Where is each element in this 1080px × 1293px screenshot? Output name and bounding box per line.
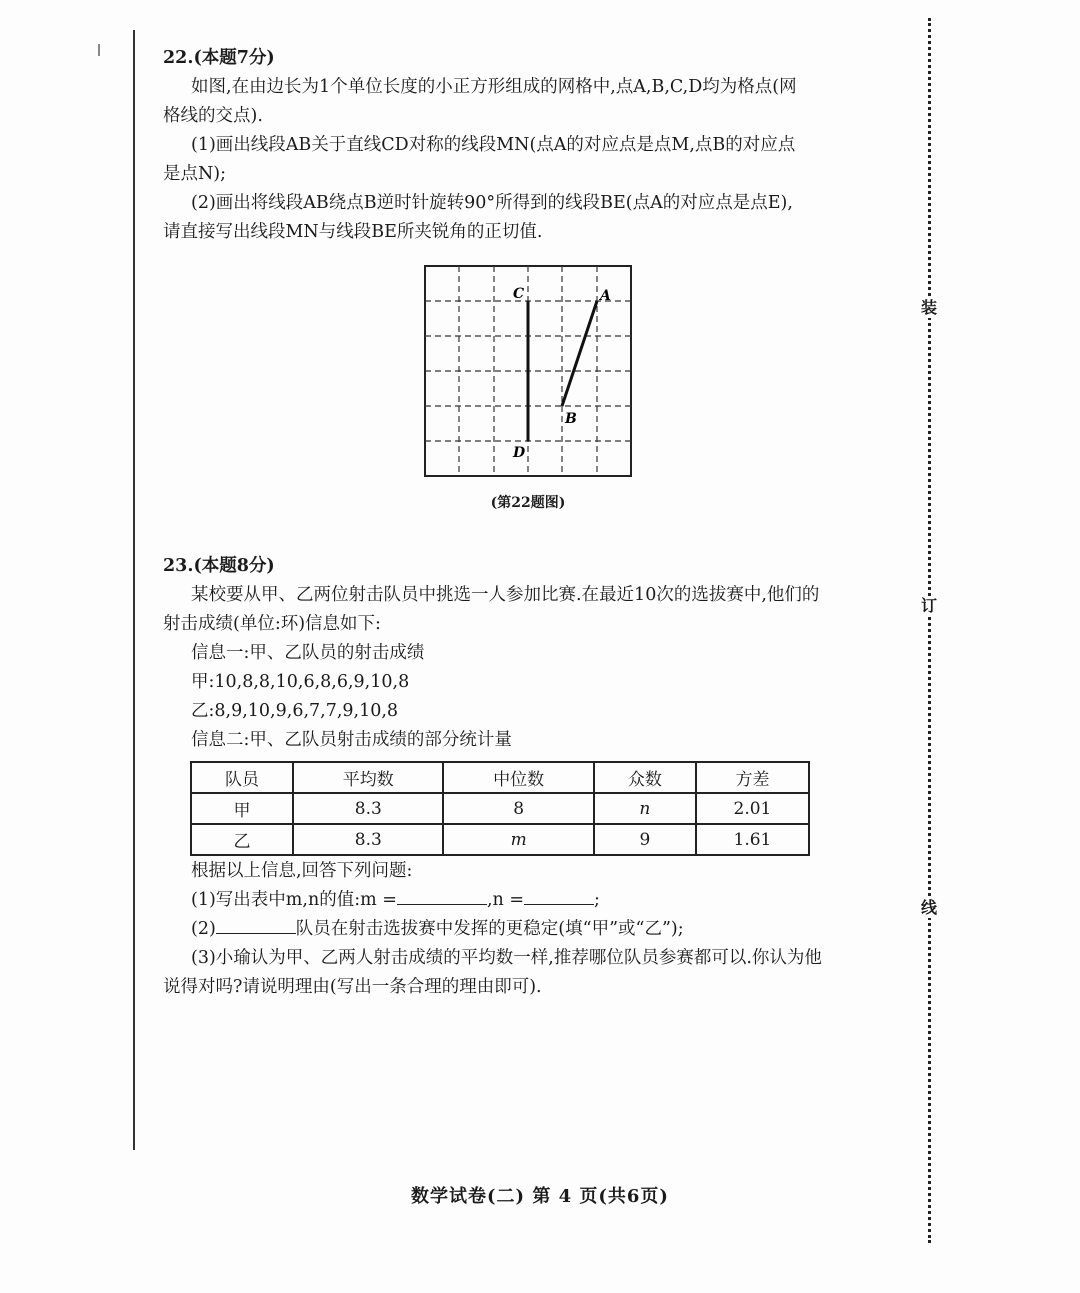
blank-n[interactable]: [524, 890, 594, 905]
q23-yi-scores: 乙:8,9,10,9,6,7,7,9,10,8: [191, 701, 399, 721]
table-cell: 8.3: [293, 793, 443, 824]
q23-info2: 信息二:甲、乙队员射击成绩的部分统计量: [191, 730, 512, 750]
q23-info1: 信息一:甲、乙队员的射击成绩: [191, 643, 425, 663]
q22-header: 22.(本题7分): [163, 48, 275, 68]
blank-stable[interactable]: [216, 919, 296, 934]
blank-m[interactable]: [397, 890, 487, 905]
figure-caption: (第22题图): [490, 495, 566, 511]
q23-part2-rest: 队员在射击选拔赛中发挥的更稳定(填“甲”或“乙”);: [295, 919, 684, 939]
q23-part3-line2: 说得对吗?请说明理由(写出一条合理的理由即可).: [163, 977, 542, 997]
table-header: 中位数: [443, 762, 593, 793]
grid-figure: [424, 264, 632, 480]
binding-char-zhuang: 装: [918, 298, 940, 318]
label-a: A: [600, 288, 611, 304]
table-cell: 甲: [191, 793, 293, 824]
q23-intro-line1: 某校要从甲、乙两位射击队员中挑选一人参加比赛.在最近10次的选拔赛中,他们的: [191, 585, 820, 605]
question-23: [163, 552, 903, 755]
q22-intro-line1: 如图,在由边长为1个单位长度的小正方形组成的网格中,点A,B,C,D均为格点(网: [191, 77, 797, 97]
q23-jia-scores: 甲:10,8,8,10,6,8,6,9,10,8: [191, 672, 410, 692]
table-cell: 9: [594, 824, 696, 855]
table-cell: 8: [443, 793, 593, 824]
q23-part1-prefix: (1)写出表中m,n的值:m =: [191, 890, 397, 910]
table-row: [191, 824, 809, 855]
table-cell: 2.01: [696, 793, 809, 824]
table-header: 方差: [696, 762, 809, 793]
q22-part2-line1: (2)画出将线段AB绕点B逆时针旋转90°所得到的线段BE(点A的对应点是点E),: [191, 193, 793, 213]
q23-part1-end: ;: [594, 890, 600, 910]
table-row: [191, 793, 809, 824]
q22-intro-line2: 格线的交点).: [163, 106, 263, 126]
page-footer: 数学试卷(二) 第 4 页(共6页): [411, 1186, 669, 1207]
stats-table: [190, 761, 810, 856]
table-header-row: [191, 762, 809, 793]
q23-part1: [163, 886, 903, 915]
table-header: 众数: [594, 762, 696, 793]
binding-char-ding: 订: [918, 596, 940, 616]
binding-dotted-line: [928, 18, 931, 1243]
segment-ab: [562, 301, 597, 406]
q22-part1-line2: 是点N);: [163, 164, 227, 184]
margin-tick: [98, 44, 100, 56]
q23-part1-mid: ,n =: [486, 890, 524, 910]
q22-part2-line2: 请直接写出线段MN与线段BE所夹锐角的正切值.: [163, 222, 543, 242]
table-cell: n: [594, 793, 696, 824]
q23-part2: [163, 915, 903, 944]
table-cell: m: [443, 824, 593, 855]
table-header: 平均数: [293, 762, 443, 793]
q23-intro-line2: 射击成绩(单位:环)信息如下:: [163, 614, 381, 634]
table-header: 队员: [191, 762, 293, 793]
label-c: C: [513, 286, 525, 302]
question-22: [163, 44, 903, 247]
label-b: B: [565, 411, 577, 427]
table-cell: 1.61: [696, 824, 809, 855]
binding-char-xian: 线: [918, 898, 940, 918]
table-cell: 乙: [191, 824, 293, 855]
q23-answer-intro: 根据以上信息,回答下列问题:: [191, 861, 413, 881]
q23-part2-prefix: (2): [191, 919, 216, 939]
q23-part3-line1: (3)小瑜认为甲、乙两人射击成绩的平均数一样,推荐哪位队员参赛都可以.你认为他: [191, 948, 822, 968]
q22-part1-line1: (1)画出线段AB关于直线CD对称的线段MN(点A的对应点是点M,点B的对应点: [191, 135, 796, 155]
q23-answers: [163, 857, 903, 1002]
left-margin-line: [133, 30, 135, 1150]
table-cell: 8.3: [293, 824, 443, 855]
label-d: D: [513, 445, 526, 461]
q23-header: 23.(本题8分): [163, 556, 275, 576]
